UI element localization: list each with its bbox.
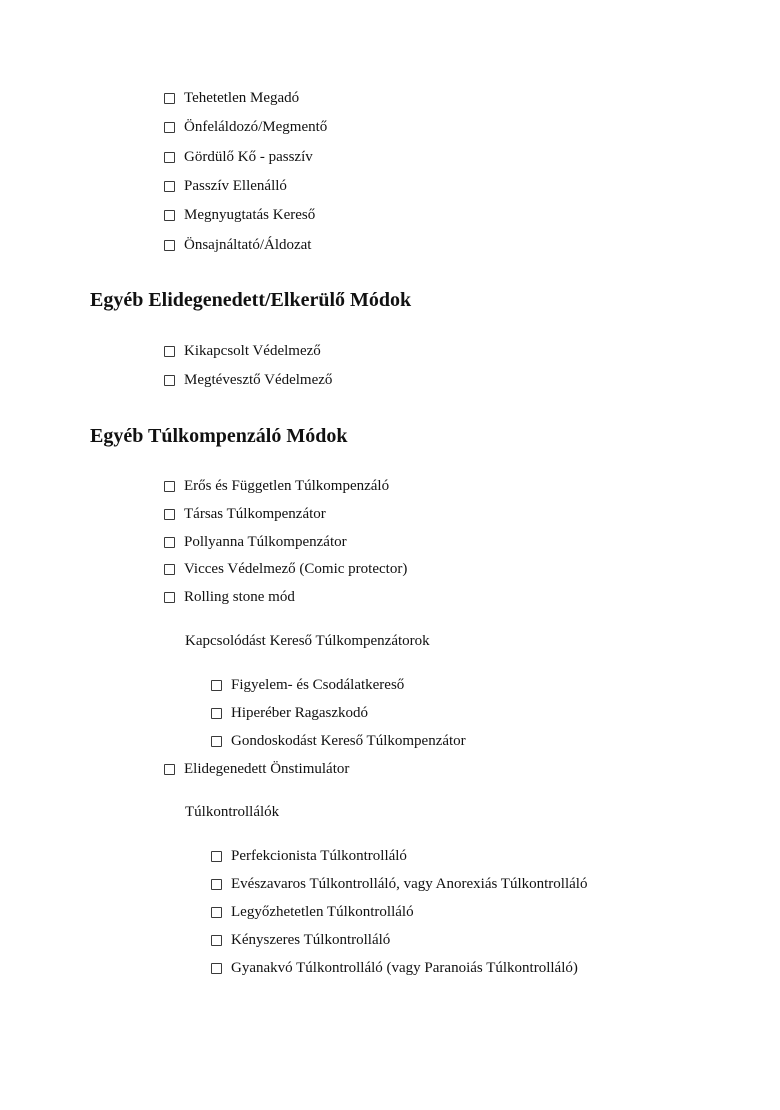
checklist-item[interactable]: [211, 930, 390, 950]
section-heading-detached: Egyéb Elidegenedett/Elkerülő Módok: [90, 289, 412, 311]
checklist-item-label: Vicces Védelmező (Comic protector): [184, 561, 408, 577]
checklist-item[interactable]: [211, 731, 466, 751]
checklist-item-label: Perfekcionista Túlkontrolláló: [231, 848, 407, 864]
checklist-item-label: Gondoskodást Kereső Túlkompenzátor: [231, 733, 466, 749]
checkbox[interactable]: [164, 152, 175, 163]
checklist-item[interactable]: [211, 902, 414, 922]
checkbox[interactable]: [211, 708, 222, 719]
checkbox[interactable]: [211, 680, 222, 691]
checkbox[interactable]: [211, 736, 222, 747]
checklist-item[interactable]: [164, 370, 332, 390]
section-heading-overcompensating: Egyéb Túlkompenzáló Módok: [90, 425, 348, 447]
checklist-item-label: Elidegenedett Önstimulátor: [184, 761, 350, 777]
checklist-item[interactable]: [164, 587, 295, 607]
subgroup-title-connection-seeking: Kapcsolódást Kereső Túlkompenzátorok: [185, 633, 430, 649]
checkbox[interactable]: [164, 122, 175, 133]
checkbox[interactable]: [164, 592, 175, 603]
checkbox[interactable]: [164, 509, 175, 520]
checklist-item[interactable]: [164, 341, 321, 361]
checkbox[interactable]: [164, 564, 175, 575]
checklist-item[interactable]: [164, 147, 313, 167]
checkbox[interactable]: [164, 764, 175, 775]
checklist-item-label: Erős és Független Túlkompenzáló: [184, 478, 390, 494]
checklist-item-label: Megtévesztő Védelmező: [184, 372, 333, 388]
checkbox[interactable]: [164, 375, 175, 386]
checklist-item-label: Önfeláldozó/Megmentő: [184, 119, 328, 135]
checklist-item[interactable]: [211, 846, 407, 866]
checklist-item-label: Önsajnáltató/Áldozat: [184, 237, 312, 253]
checklist-item[interactable]: [164, 476, 389, 496]
checklist-item-label: Evészavaros Túlkontrolláló, vagy Anorexiás Túlkontrolláló: [231, 876, 588, 892]
checklist-item-label: Hiperéber Ragaszkodó: [231, 705, 369, 721]
checklist-item-label: Kényszeres Túlkontrolláló: [231, 932, 391, 948]
checklist-item[interactable]: [211, 703, 368, 723]
checklist-item[interactable]: [164, 117, 327, 137]
checklist-item[interactable]: [164, 235, 311, 255]
checklist-item[interactable]: [164, 504, 326, 524]
checkbox[interactable]: [164, 93, 175, 104]
checklist-item-label: Pollyanna Túlkompenzátor: [184, 534, 347, 550]
checkbox[interactable]: [164, 240, 175, 251]
checkbox[interactable]: [164, 346, 175, 357]
checklist-item-label: Figyelem- és Csodálatkereső: [231, 677, 405, 693]
checklist-item[interactable]: [164, 205, 315, 225]
checklist-item-label: Rolling stone mód: [184, 589, 295, 605]
checklist-item[interactable]: [164, 88, 299, 108]
checkbox[interactable]: [164, 181, 175, 192]
checklist-item-label: Kikapcsolt Védelmező: [184, 343, 321, 359]
checkbox[interactable]: [164, 481, 175, 492]
checkbox[interactable]: [211, 851, 222, 862]
checklist-item-label: Passzív Ellenálló: [184, 178, 287, 194]
checklist-item[interactable]: [164, 559, 407, 579]
checklist-item-label: Tehetetlen Megadó: [184, 90, 300, 106]
checkbox[interactable]: [211, 907, 222, 918]
checkbox[interactable]: [164, 210, 175, 221]
checklist-item-label: Társas Túlkompenzátor: [184, 506, 326, 522]
checklist-item[interactable]: [211, 675, 404, 695]
checklist-item[interactable]: [211, 874, 587, 894]
checkbox[interactable]: [211, 963, 222, 974]
checkbox[interactable]: [211, 879, 222, 890]
checklist-item-label: Megnyugtatás Kereső: [184, 207, 316, 223]
subgroup-title-overcontrollers: Túlkontrollálók: [185, 804, 280, 820]
checklist-item-label: Gyanakvó Túlkontrolláló (vagy Paranoiás Túlkontrolláló): [231, 960, 578, 976]
checklist-item-label: Legyőzhetetlen Túlkontrolláló: [231, 904, 414, 920]
checklist-item-label: Gördülő Kő - passzív: [184, 149, 313, 165]
checkbox[interactable]: [164, 537, 175, 548]
checklist-item[interactable]: [164, 176, 287, 196]
checklist-item[interactable]: [164, 532, 347, 552]
checkbox[interactable]: [211, 935, 222, 946]
checklist-item[interactable]: [211, 958, 578, 978]
checklist-item[interactable]: [164, 759, 349, 779]
